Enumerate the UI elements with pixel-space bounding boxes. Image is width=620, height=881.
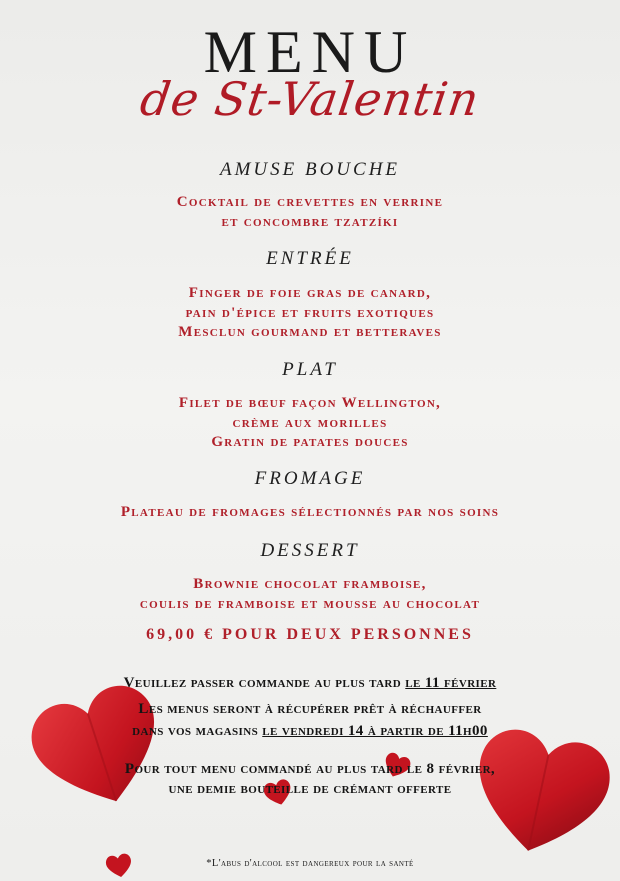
order-notice xyxy=(0,672,620,694)
section-heading-plat: PLAT xyxy=(282,359,338,380)
dish-line: Mesclun gourmand et betteraves xyxy=(178,324,442,340)
menu-title: MENU xyxy=(203,19,417,85)
dish-line: Brownie chocolat framboise, xyxy=(193,576,427,592)
menu-subtitle: de St-Valentin xyxy=(137,72,483,126)
menu-price: 69,00 € POUR DEUX PERSONNES xyxy=(146,626,474,643)
dish-line: coulis de framboise et mousse au chocolat xyxy=(139,596,481,612)
dish-line: Gratin de patates douces xyxy=(211,434,409,450)
dish-line: Finger de foie gras de canard, xyxy=(188,285,432,301)
pickup-date: le vendredi 14 à partir de 11h00 xyxy=(262,723,488,739)
dish-line: Plateau de fromages sélectionnés par nos soins xyxy=(120,504,500,520)
dish-line: et concombre tzatzíki xyxy=(221,214,399,230)
dish-line: pain d'épice et fruits exotiques xyxy=(185,305,435,321)
pickup-notice-line2 xyxy=(0,720,620,742)
section-heading-fromage: FROMAGE xyxy=(254,468,366,489)
section-heading-entree: ENTRÉE xyxy=(266,248,354,269)
dish-line: Cocktail de crevettes en verrine xyxy=(176,194,444,210)
pickup-notice-line1: Les menus seront à récupérer prêt à réchauffer xyxy=(138,701,482,717)
section-heading-dessert: DESSERT xyxy=(260,540,360,561)
alcohol-warning: *L'abus d'alcool est dangereux pour la santé xyxy=(206,858,414,869)
dish-line: crème aux morilles xyxy=(232,415,388,431)
offer-notice-line1: Pour tout menu commandé au plus tard le 8 février, xyxy=(124,761,496,777)
offer-notice-line2: une demie bouteille de crémant offerte xyxy=(168,781,452,797)
order-notice-text: Veuillez passer commande au plus tard xyxy=(123,675,406,691)
order-deadline: le 11 février xyxy=(405,675,497,691)
pickup-notice-text: dans vos magasins xyxy=(132,723,263,739)
section-heading-amuse-bouche: AMUSE BOUCHE xyxy=(219,159,401,180)
dish-line: Filet de bœuf façon Wellington, xyxy=(178,395,442,411)
